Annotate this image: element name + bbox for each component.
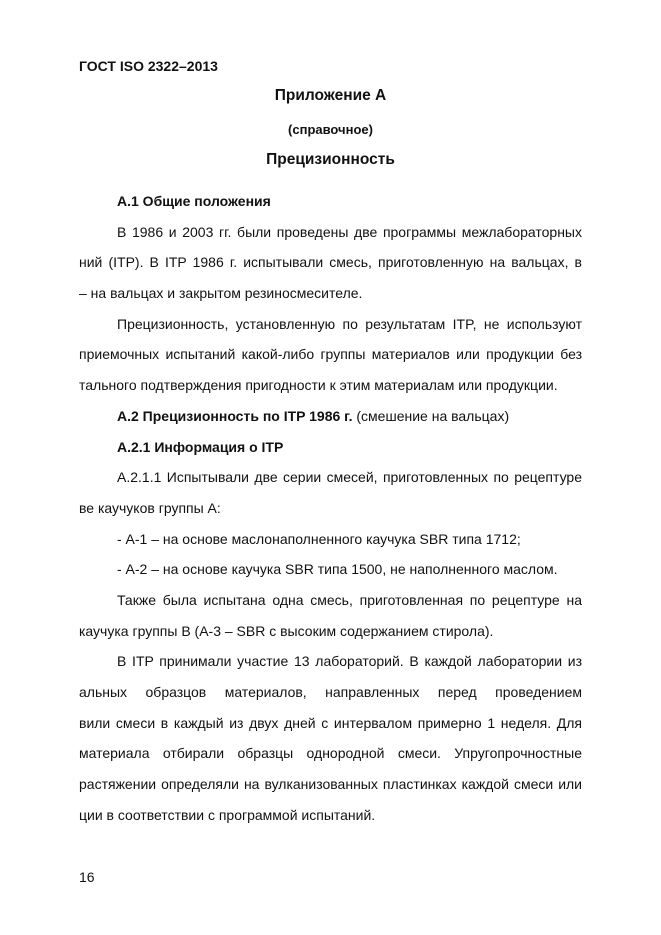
annex-title: Приложение А <box>274 87 387 104</box>
text-line: ве каучуков группы А: <box>79 499 221 516</box>
list-item: - А-1 – на основе маслонаполненного каучука SBR типа 1712; <box>117 530 521 547</box>
annex-type: (справочное) <box>288 122 373 137</box>
text-line: каучука группы В (А-3 – SBR с высоким содержанием стирола). <box>79 622 494 639</box>
text-line: растяжении определяли на вулканизованных пластинках каждой смеси или <box>79 776 582 793</box>
text-line: – на вальцах и закрытом резиносмесителе. <box>79 285 363 302</box>
document-header: ГОСТ ISO 2322–2013 <box>79 58 218 74</box>
page-number: 16 <box>79 869 95 885</box>
text-line: альных образцов материалов, направленных перед проведением <box>79 684 582 700</box>
section-heading: А.1 Общие положения <box>117 193 271 209</box>
text-line: ний (ITP). В ITP 1986 г. испытывали смесь, приготовленную на вальцах, в <box>79 254 582 271</box>
subsection-heading: А.2.1 Информация о ITP <box>117 438 284 455</box>
text-line: В 1986 и 2003 гг. были проведены две программы межлабораторных <box>117 223 582 240</box>
annex-subject: Прецизионность <box>266 151 395 168</box>
list-item: - А-2 – на основе каучука SBR типа 1500, не наполненного маслом. <box>117 561 558 578</box>
section-heading: А.2 Прецизионность по ITP 1986 г. (смешение на вальцах) <box>117 407 510 424</box>
text-line: тального подтверждения пригодности к этим материалам или продукции. <box>79 377 558 394</box>
text-line: В ITP принимали участие 13 лабораторий. В каждой лаборатории из <box>117 653 582 670</box>
text-line: приемочных испытаний какой-либо группы материалов или продукции без <box>79 346 582 363</box>
text-line: Также была испытана одна смесь, приготовленная по рецептуре на <box>117 591 582 608</box>
text-line: Прецизионность, установленную по результатам ITP, не используют <box>117 315 582 332</box>
text-line: материала отбирали образцы однородной смеси. Упругопрочностные <box>79 745 582 762</box>
text-line: А.2.1.1 Испытывали две серии смесей, приготовленных по рецептуре <box>117 469 582 486</box>
text-line: ции в соответствии с программой испытаний. <box>79 806 376 823</box>
text-line: вили смеси в каждый из двух дней с интервалом примерно 1 неделя. Для <box>79 714 582 731</box>
document-body <box>79 186 582 830</box>
